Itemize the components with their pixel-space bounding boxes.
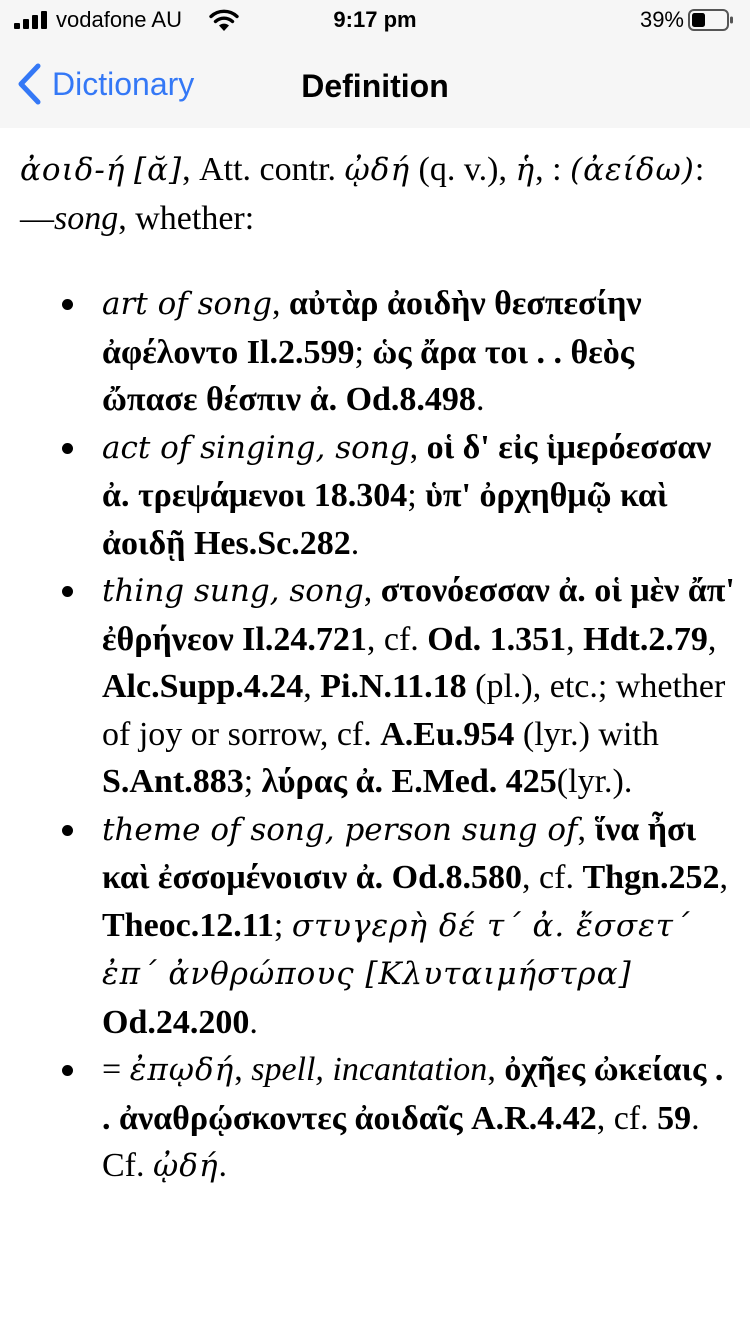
definition-text: , whether:	[118, 199, 255, 237]
citation-text: Alc.Supp.4.24	[102, 668, 304, 705]
definition-text: ;	[354, 333, 373, 371]
carrier-name: vodafone AU	[56, 7, 182, 32]
definition-text: ,	[707, 620, 717, 658]
definition-text: , cf.	[522, 859, 583, 896]
definition-text: .	[218, 1147, 228, 1184]
definition-text: .	[350, 524, 360, 562]
citation-text: A.Eu.954	[380, 715, 515, 753]
citation-text: Pi.N.11.18	[320, 668, 467, 705]
definition-text: ,	[272, 285, 289, 322]
citation-text: Theoc.12.11	[102, 906, 274, 944]
definition-text: (pl.), etc.; whether of joy or sorrow, cf.	[102, 668, 726, 753]
sense-item	[20, 1046, 736, 1191]
definition-text: ,	[566, 620, 584, 658]
sense-item	[20, 424, 736, 568]
greek-text: στυγερὴ δέ τ΄ ἀ. ἔσσετ΄ ἐπ΄ ἀνθρώπους [Κλυταιμήστρα]	[102, 907, 691, 992]
greek-text: ᾠδή	[344, 152, 411, 188]
definition-text: ;	[273, 906, 292, 944]
definition-text	[125, 151, 134, 188]
citation-text: λύρας ἀ. E.Med. 425	[261, 763, 557, 800]
greek-text: (ἀείδω)	[570, 152, 695, 188]
citation-text: Thgn.252	[582, 859, 720, 896]
definition-text: (lyr.) with	[514, 715, 659, 753]
definition-text: (lyr.).	[556, 763, 633, 800]
citation-text: ὡς ἄρα τοι . . θεὸς ὤπασε θέσπιν ἀ. Od.8.498	[102, 333, 635, 418]
back-button-label: Dictionary	[52, 65, 195, 102]
definition-text: ,	[719, 859, 728, 896]
sense-item	[20, 280, 736, 424]
citation-text: Hdt.2.79	[583, 620, 708, 658]
navigation-bar	[0, 40, 750, 128]
definition-text: , :	[535, 151, 571, 188]
definition-text: ,	[363, 572, 381, 609]
headword-intro	[20, 146, 736, 242]
greek-text: ᾠδή	[153, 1148, 219, 1184]
definition-text: . Cf.	[102, 1099, 700, 1184]
battery-icon	[688, 9, 734, 31]
definition-text: ,	[303, 668, 321, 705]
greek-text: [ᾰ]	[133, 152, 183, 188]
definition-text: song	[54, 199, 119, 237]
greek-text: ἐπῳδή	[129, 1052, 235, 1088]
sense-list	[20, 280, 736, 1191]
citation-text: ὀχῆες ὠκείαις . . ἀναθρῴσκοντες ἀοιδαῖς A.R.4.42	[102, 1051, 724, 1137]
definition-text: act of singing, song	[102, 429, 410, 466]
definition-content	[20, 146, 736, 1191]
definition-text: ,	[577, 810, 595, 848]
definition-text: art of song	[102, 286, 272, 322]
definition-text: spell, incantation	[251, 1051, 488, 1088]
sense-item	[20, 806, 736, 1047]
definition-text: , Att. contr.	[182, 151, 345, 188]
status-bar	[0, 0, 750, 40]
definition-text: ,	[409, 428, 427, 466]
definition-text: ;	[243, 763, 262, 800]
citation-text: S.Ant.883	[102, 763, 244, 800]
citation-text: 59	[657, 1099, 692, 1137]
definition-text: , cf.	[366, 620, 428, 658]
citation-text: αὐτὰρ ἀοιδὴν θεσπεσίην ἀφέλοντο Il.2.599	[102, 285, 642, 371]
definition-text: .	[475, 381, 485, 418]
battery-percentage: 39%	[639, 7, 684, 32]
definition-text: ,	[234, 1051, 252, 1088]
citation-text: Od. 1.351	[427, 620, 567, 658]
definition-text: theme of song, person sung of	[102, 811, 578, 848]
citation-text: ἵνα ἦσι καὶ ἐσσομένοισιν ἀ. Od.8.580	[102, 810, 697, 896]
definition-text: =	[102, 1051, 130, 1088]
definition-text: ,	[487, 1051, 505, 1088]
citation-text: Od.24.200	[102, 1003, 250, 1041]
greek-text: ἀοιδ-ή	[20, 152, 126, 188]
citation-text: οἱ δ' εἰς ἱμερόεσσαν ἀ. τρεψάμενοι 18.304	[102, 428, 712, 514]
definition-text: thing sung, song	[102, 573, 364, 609]
definition-text: (q. v.),	[410, 151, 516, 188]
greek-text: ἡ	[515, 152, 536, 188]
citation-text: στονόεσσαν ἀ. οἱ μὲν ἄπ' ἐθρήνεον Il.24.721	[102, 572, 735, 658]
sense-item	[20, 567, 736, 806]
definition-text: :—	[20, 151, 705, 237]
page-title: Definition	[301, 68, 449, 104]
clock: 9:17 pm	[333, 7, 417, 32]
definition-text: ;	[407, 477, 426, 514]
definition-text: .	[249, 1003, 258, 1041]
definition-text: , cf.	[596, 1099, 658, 1137]
citation-text: ὑπ' ὀρχηθμῷ καὶ ἀοιδῇ Hes.Sc.282	[102, 477, 668, 562]
